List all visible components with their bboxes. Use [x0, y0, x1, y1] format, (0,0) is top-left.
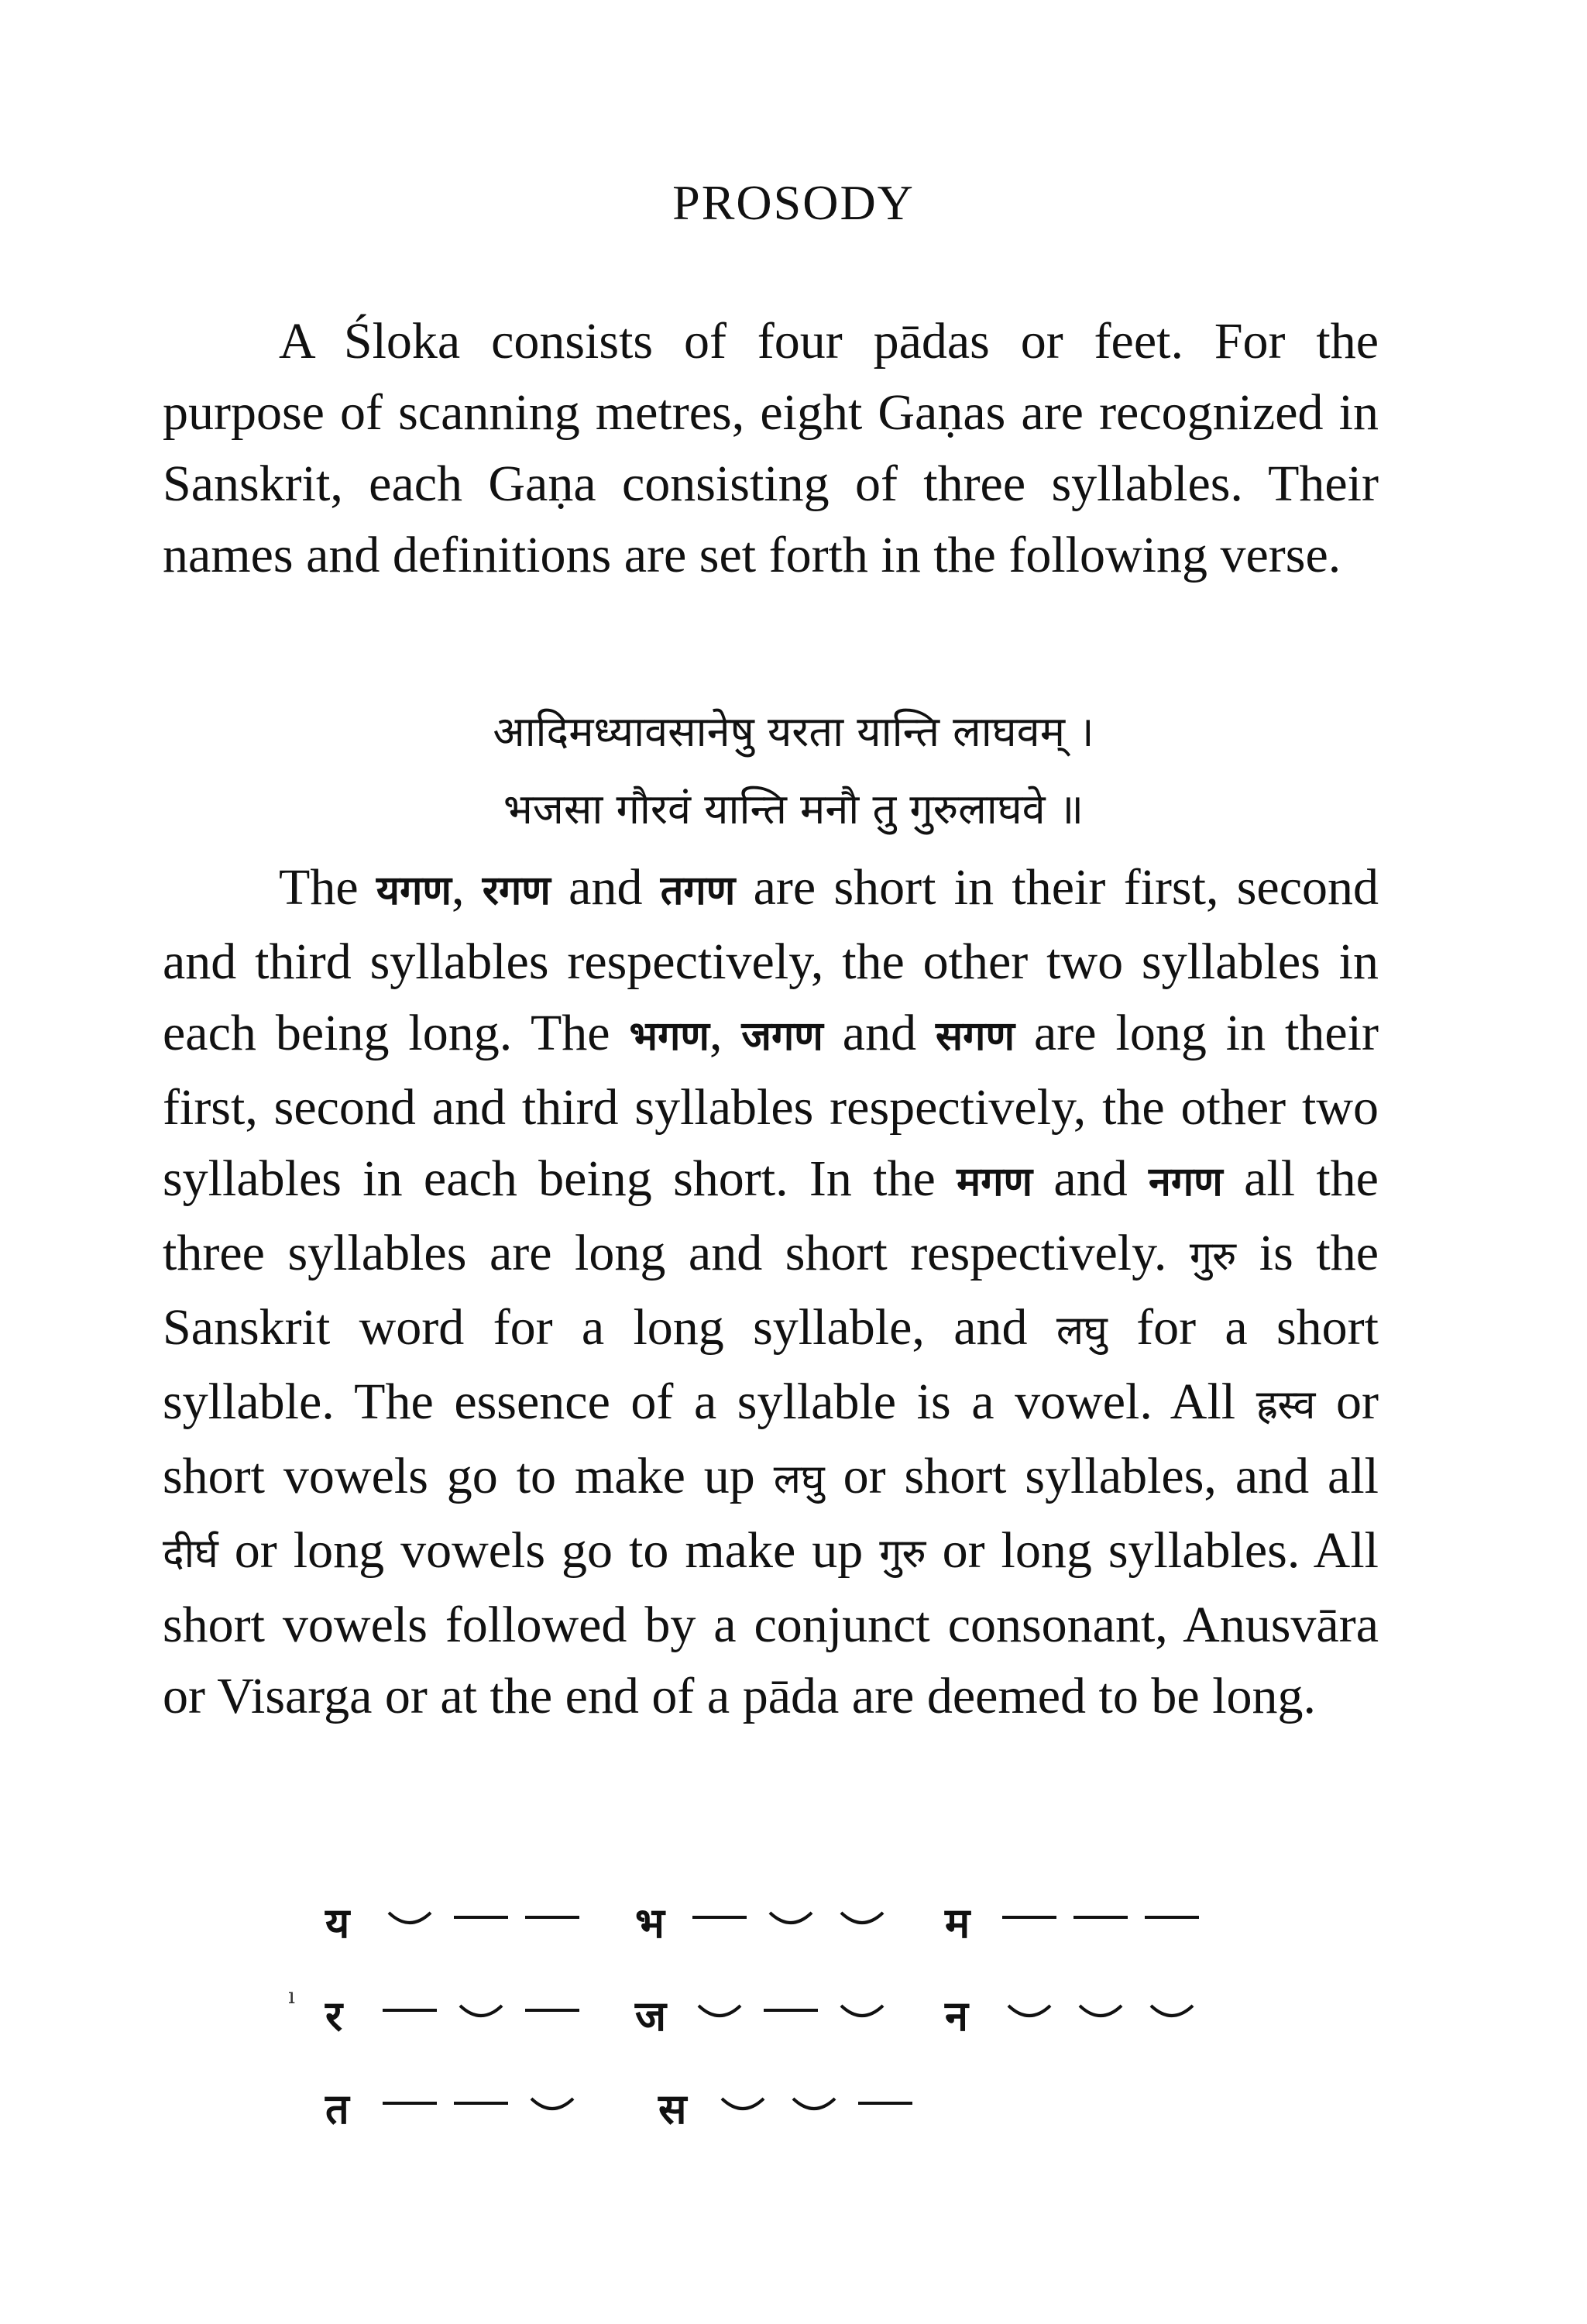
sanskrit-verse — [0, 693, 1587, 848]
text-fragment: , — [709, 1005, 742, 1061]
scansion-marks — [375, 1902, 607, 1941]
gana-syllable: ज — [635, 1992, 667, 2040]
short-mark — [460, 2006, 502, 2016]
term-jagana: जगण — [741, 1013, 823, 1060]
short-mark — [722, 2099, 764, 2109]
text-fragment: The — [279, 859, 376, 916]
text-fragment: are short in their first, second and third syllables respectively, the other two syllables in each being long. The — [163, 859, 1379, 1061]
gana-entry — [325, 1985, 635, 2043]
gana-entry — [635, 1893, 945, 1950]
gana-explanation-paragraph — [163, 852, 1379, 1732]
short-mark — [1080, 2006, 1122, 2016]
text-fragment: for a short syllable. The essence of a syllable is a vowel. All — [163, 1299, 1379, 1430]
short-mark — [389, 1913, 431, 1923]
gana-row — [325, 1968, 1255, 2061]
gana-entry — [945, 1985, 1255, 2043]
scansion-marks — [708, 2088, 940, 2126]
scansion-pattern — [994, 1902, 1227, 1941]
gana-entry — [635, 1985, 945, 2043]
term-sagana: सगण — [936, 1013, 1015, 1060]
text-fragment: and — [550, 859, 661, 916]
short-mark — [1151, 2006, 1193, 2016]
scansion-pattern — [708, 2088, 940, 2126]
term-hrasva: ह्रस्व — [1256, 1382, 1316, 1428]
scansion-marks — [994, 1902, 1227, 1941]
gana-row — [325, 1875, 1255, 1968]
gana-metre-table — [325, 1875, 1255, 2154]
scansion-pattern — [685, 1902, 917, 1941]
term-tagana: तगण — [660, 868, 736, 914]
scansion-marks — [685, 1902, 917, 1941]
gana-entry — [945, 1893, 1255, 1950]
gana-syllable: य — [325, 1899, 350, 1948]
text-fragment: all the three syllables are long and short respectively. — [163, 1150, 1379, 1281]
short-mark — [793, 2099, 835, 2109]
gana-syllable: स — [658, 2085, 687, 2133]
verse-line-1: आदिमध्यावसानेषु यरता यान्ति लाघवम् । — [493, 707, 1094, 756]
gana-entry — [325, 2078, 658, 2136]
print-speck: ı — [288, 1983, 295, 2009]
verse-line-2: भजसा गौरवं यान्ति मनौ तु गुरुलाघवे ॥ — [503, 785, 1084, 834]
text-fragment: is the Sanskrit word for a long syllable, and — [163, 1225, 1379, 1356]
short-mark — [531, 2099, 573, 2109]
text-fragment: or long syllables. All short vowels followed by a conjunct consonant, Anusvāra or Visarga or at the end of a pāda are deemed to be long. — [163, 1522, 1379, 1724]
term-yagana: यगण — [376, 868, 452, 914]
short-mark — [770, 1913, 812, 1923]
gana-entry — [658, 2078, 991, 2136]
scansion-pattern — [375, 1902, 607, 1941]
gana-syllable: म — [945, 1899, 970, 1948]
term-laghu: लघु — [1056, 1308, 1108, 1354]
scansion-pattern — [994, 1995, 1227, 2033]
term-guru: गुरु — [1189, 1233, 1237, 1280]
text-fragment: or short syllables, and all — [824, 1448, 1379, 1504]
term-guru: गुरु — [879, 1531, 926, 1577]
short-mark — [699, 2006, 740, 2016]
gana-syllable: न — [945, 1992, 968, 2040]
term-dirgha: दीर्घ — [163, 1531, 218, 1577]
term-nagana: नगण — [1149, 1159, 1223, 1205]
term-bhagana: भगण — [629, 1013, 709, 1060]
term-ragana: रगण — [482, 868, 551, 914]
gana-entry — [325, 1893, 635, 1950]
gana-row — [325, 2061, 1255, 2154]
text-fragment: or long vowels go to make up — [218, 1522, 880, 1579]
term-magana: मगण — [957, 1159, 1033, 1205]
text-fragment: or short vowels go to make up — [163, 1373, 1379, 1504]
page-heading: PROSODY — [672, 175, 915, 230]
scansion-pattern — [685, 1995, 917, 2033]
gana-syllable: र — [325, 1992, 343, 2040]
gana-syllable: त — [325, 2085, 349, 2133]
scansion-marks — [994, 1995, 1227, 2033]
term-laghu: लघु — [773, 1456, 825, 1503]
short-mark — [841, 2006, 883, 2016]
text-fragment: are long in their first, second and third syllables respectively, the other two syllables in each being short. In the — [163, 1005, 1379, 1207]
scansion-pattern — [375, 2088, 607, 2126]
text-fragment: , — [451, 859, 483, 916]
text-fragment: and — [1032, 1150, 1149, 1207]
short-mark — [841, 1913, 883, 1923]
scansion-marks — [375, 2088, 607, 2126]
gana-syllable: भ — [635, 1899, 665, 1948]
short-mark — [1008, 2006, 1050, 2016]
text-fragment: and — [823, 1005, 936, 1061]
scansion-pattern — [375, 1995, 607, 2033]
intro-paragraph: A Śloka consists of four pādas or feet. For the purpose of scanning metres, eight Gaṇas are recognized in Sanskrit, each Gaṇa consisting of three syllables. Their names and definitions are set forth in the following verse. — [163, 313, 1379, 583]
scansion-marks — [685, 1995, 917, 2033]
scansion-marks — [375, 1995, 607, 2033]
